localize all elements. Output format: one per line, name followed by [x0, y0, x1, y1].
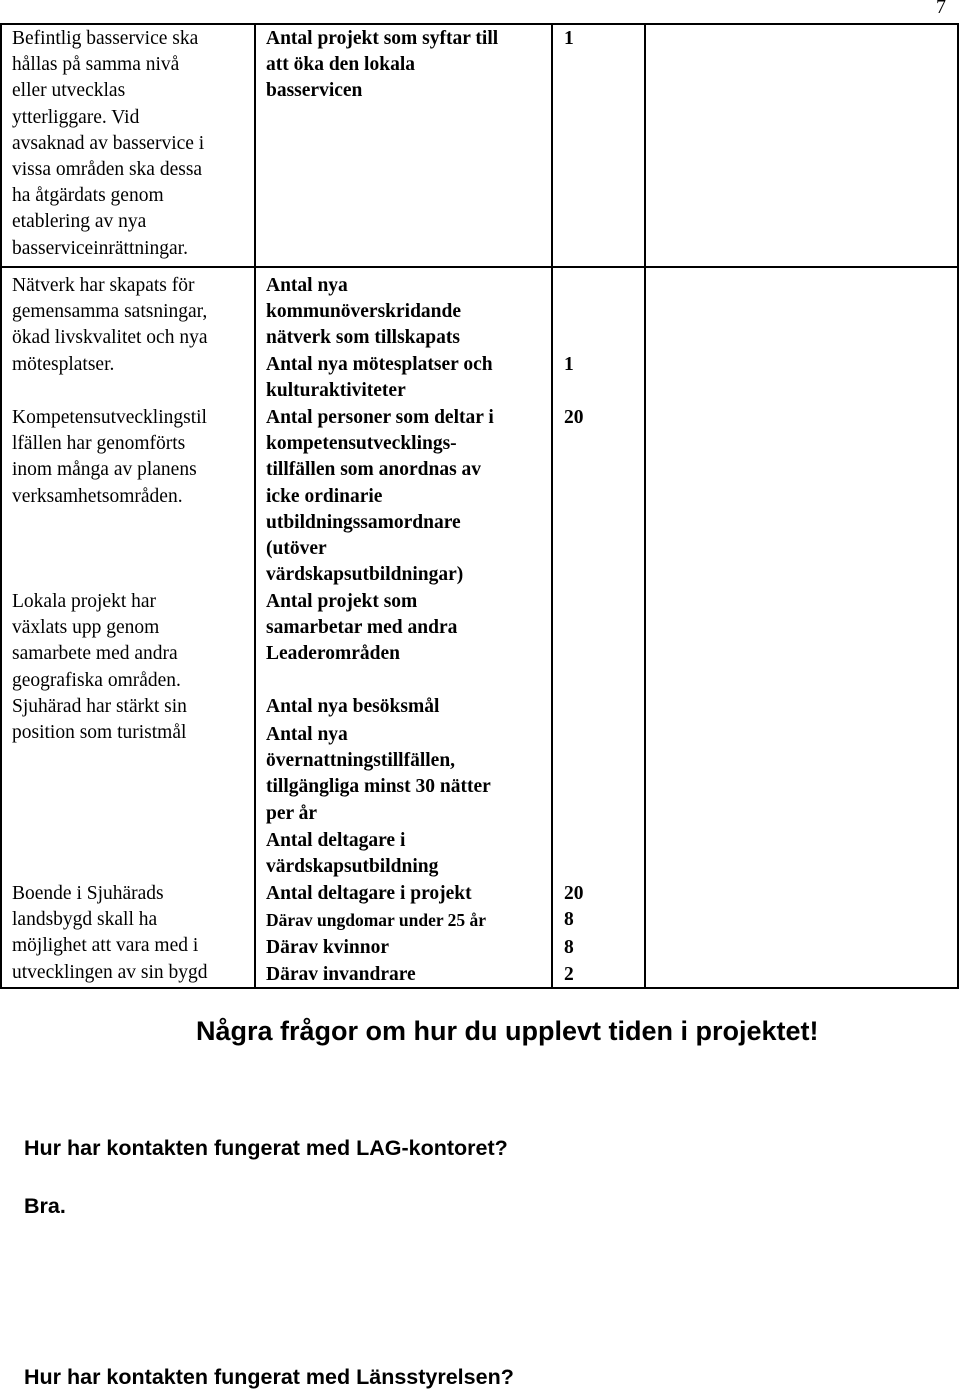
indicator-label: Antal personer som deltar i kompetensutvecklings- tillfällen som anordnas av icke ordinarie utbildningssamordnare (utöver värdskapsutbildningar) [266, 407, 494, 586]
indicator-label: Antal nya kommunöverskridande nätverk som tillskapats [266, 275, 462, 349]
indicator-label: Antal projekt som samarbetar med andra Leaderområden [266, 591, 458, 665]
answer-lag-kontoret: Bra. [24, 1194, 66, 1218]
indicator-label: Antal deltagare i värdskapsutbildning [266, 830, 439, 878]
indicator-value: 8 [564, 909, 574, 930]
table-divider-col1 [254, 23, 256, 989]
indicator-value: 1 [564, 28, 574, 49]
indicator-label: Därav kvinnor [266, 937, 389, 958]
indicator-label: Därav invandrare [266, 964, 416, 985]
indicator-value: 2 [564, 964, 574, 985]
goal-natverk: Nätverk har skapats för gemensamma satsningar, ökad livskvalitet och nya mötesplatser. [12, 275, 208, 375]
indicator-value: 1 [564, 354, 574, 375]
table-border-right [957, 23, 959, 989]
table-row-divider [0, 266, 959, 268]
indicator-value: 20 [564, 883, 584, 904]
question-lansstyrelsen: Hur har kontakten fungerat med Länsstyrelsen? [24, 1365, 514, 1389]
indicator-value: 20 [564, 407, 584, 428]
indicator-value: 8 [564, 937, 574, 958]
goal-lokala-projekt: Lokala projekt har växlats upp genom samarbete med andra geografiska områden. [12, 591, 181, 691]
indicator-label: Antal nya mötesplatser och kulturaktiviteter [266, 354, 493, 402]
section-heading: Några frågor om hur du upplevt tiden i projektet! [196, 1016, 819, 1046]
indicator-label: Antal projekt som syftar till att öka den lokala basservicen [266, 28, 499, 102]
goal-boende: Boende i Sjuhärads landsbygd skall ha möjlighet att vara med i utvecklingen av sin bygd [12, 883, 208, 983]
question-lag-kontoret: Hur har kontakten fungerat med LAG-kontoret? [24, 1136, 508, 1160]
goal-turistmal: Sjuhärad har stärkt sin position som turistmål [12, 696, 187, 744]
table-border-left [0, 23, 2, 989]
indicator-label: Antal nya besöksmål [266, 696, 440, 717]
table-divider-col3 [644, 23, 646, 989]
goal-kompetensutveckling: Kompetensutvecklingstil lfällen har genomförts inom många av planens verksamhetsområden. [12, 407, 207, 507]
table-border-top [0, 23, 959, 25]
indicator-label: Antal deltagare i projekt [266, 883, 472, 904]
indicator-label: Därav ungdomar under 25 år [266, 910, 487, 930]
goal-basservice: Befintlig basservice ska hållas på samma nivå eller utvecklas ytterliggare. Vid avsaknad av basservice i vissa områden ska dessa ha åtgärdats genom etablering av nya basserviceinrättningar. [12, 28, 205, 259]
page-number: 7 [936, 0, 946, 18]
indicator-label: Antal nya övernattningstillfällen, tillgängliga minst 30 nätter per år [266, 724, 491, 824]
